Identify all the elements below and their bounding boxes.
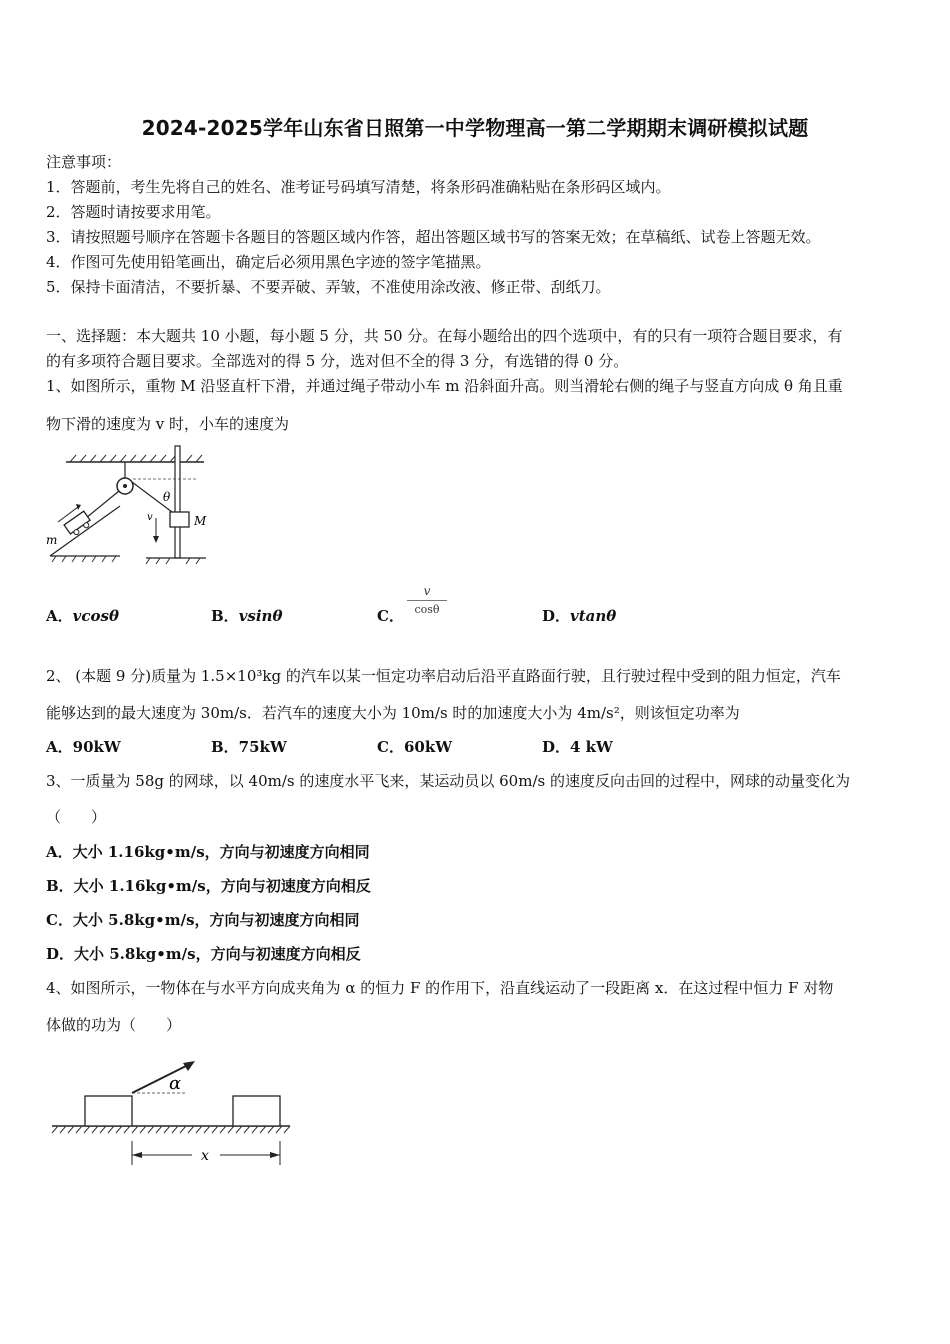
q4-text-line1: 4、如图所示，一物体在与水平方向成夹角为 α 的恒力 F 的作用下，沿直线运动了一段距离 x．在这过程中恒力 F 对物 bbox=[46, 979, 834, 997]
q1-option-d-key: D． bbox=[542, 607, 571, 625]
q1-option-d[interactable] bbox=[542, 605, 616, 627]
q3-option-b[interactable]: B．大小 1.16kg•m/s，方向与初速度方向相反 bbox=[46, 877, 371, 895]
notice-heading: 注意事项： bbox=[46, 153, 122, 171]
q1-pulley-figure bbox=[46, 446, 216, 566]
q1-label-m: m bbox=[46, 533, 58, 547]
q2-option-c[interactable]: C．60kW bbox=[377, 738, 453, 756]
notice-item-3: 3．请按照题号顺序在答题卡各题目的答题区域内作答，超出答题区域书写的答案无效；在草稿纸、试卷上答题无效。 bbox=[46, 228, 821, 246]
q3-option-c[interactable]: C．大小 5.8kg•m/s，方向与初速度方向相同 bbox=[46, 911, 360, 929]
page-title: 2024-2025学年山东省日照第一中学物理高一第二学期期末调研模拟试题 bbox=[141, 116, 809, 140]
q4-label-alpha: α bbox=[169, 1073, 182, 1094]
q1-option-c[interactable] bbox=[377, 605, 404, 627]
notice-item-4: 4．作图可先使用铅笔画出，确定后必须用黑色字迹的签字笔描黑。 bbox=[46, 253, 491, 271]
section-intro-line2: 的有多项符合题目要求。全部选对的得 5 分，选对但不全的得 3 分，有选错的得 0 分。 bbox=[46, 352, 629, 370]
q4-text-line2: 体做的功为（ ） bbox=[46, 1016, 182, 1034]
section-intro-line1: 一、选择题：本大题共 10 小题，每小题 5 分，共 50 分。在每小题给出的四个选项中，有的只有一项符合题目要求，有 bbox=[46, 327, 843, 345]
q1-label-v: v bbox=[147, 512, 153, 523]
q2-option-b[interactable]: B．75kW bbox=[211, 738, 287, 756]
q1-option-b[interactable] bbox=[211, 605, 282, 627]
q1-option-b-value: vsinθ bbox=[238, 607, 283, 625]
q1-option-c-fraction bbox=[405, 583, 449, 618]
q1-option-a-value: vcosθ bbox=[72, 607, 119, 625]
q3-text-line1: 3、一质量为 58g 的网球，以 40m/s 的速度水平飞来，某运动员以 60m/s 的速度反向击回的过程中，网球的动量变化为 bbox=[46, 772, 850, 790]
q2-text-line2: 能够达到的最大速度为 30m/s．若汽车的速度大小为 10m/s 时的加速度大小为 4m/s²，则该恒定功率为 bbox=[46, 704, 740, 722]
q1-label-theta: θ bbox=[163, 490, 171, 504]
q3-text-line2: （ ） bbox=[46, 808, 107, 826]
q3-option-d[interactable]: D．大小 5.8kg•m/s，方向与初速度方向相反 bbox=[46, 945, 361, 963]
q3-option-a[interactable]: A．大小 1.16kg•m/s，方向与初速度方向相同 bbox=[46, 843, 370, 861]
notice-item-5: 5．保持卡面清洁，不要折暴、不要弄破、弄皱，不准使用涂改液、修正带、刮纸刀。 bbox=[46, 278, 611, 296]
q1-option-a[interactable] bbox=[46, 605, 119, 627]
fraction-bar bbox=[407, 600, 447, 601]
q2-option-a[interactable]: A．90kW bbox=[46, 738, 121, 756]
q2-option-d[interactable]: D．4 kW bbox=[542, 738, 613, 756]
notice-item-1: 1．答题前，考生先将自己的姓名、准考证号码填写清楚，将条形码准确粘贴在条形码区域内。 bbox=[46, 178, 671, 196]
q1-label-M: M bbox=[194, 514, 207, 528]
q1-text-line1: 1、如图所示，重物 M 沿竖直杆下滑，并通过绳子带动小车 m 沿斜面升高。则当滑轮右侧的绳子与竖直方向成 θ 角且重 bbox=[46, 377, 843, 395]
q1-option-c-numerator: v bbox=[423, 584, 431, 598]
q1-option-d-value: vtanθ bbox=[570, 607, 617, 625]
q1-text-line2: 物下滑的速度为 v 时，小车的速度为 bbox=[46, 415, 290, 433]
q1-option-c-denominator: cosθ bbox=[414, 603, 440, 616]
q1-option-c-key: C． bbox=[377, 607, 404, 625]
q1-option-b-key: B． bbox=[211, 607, 239, 625]
notice-item-2: 2．答题时请按要求用笔。 bbox=[46, 203, 221, 221]
q2-text-line1: 2、 (本题 9 分)质量为 1.5×10³kg 的汽车以某一恒定功率启动后沿平直路面行驶，且行驶过程中受到的阻力恒定，汽车 bbox=[46, 667, 841, 685]
q4-force-figure bbox=[52, 1055, 292, 1170]
q1-option-a-key: A． bbox=[46, 607, 73, 625]
q4-label-x: x bbox=[201, 1148, 209, 1164]
